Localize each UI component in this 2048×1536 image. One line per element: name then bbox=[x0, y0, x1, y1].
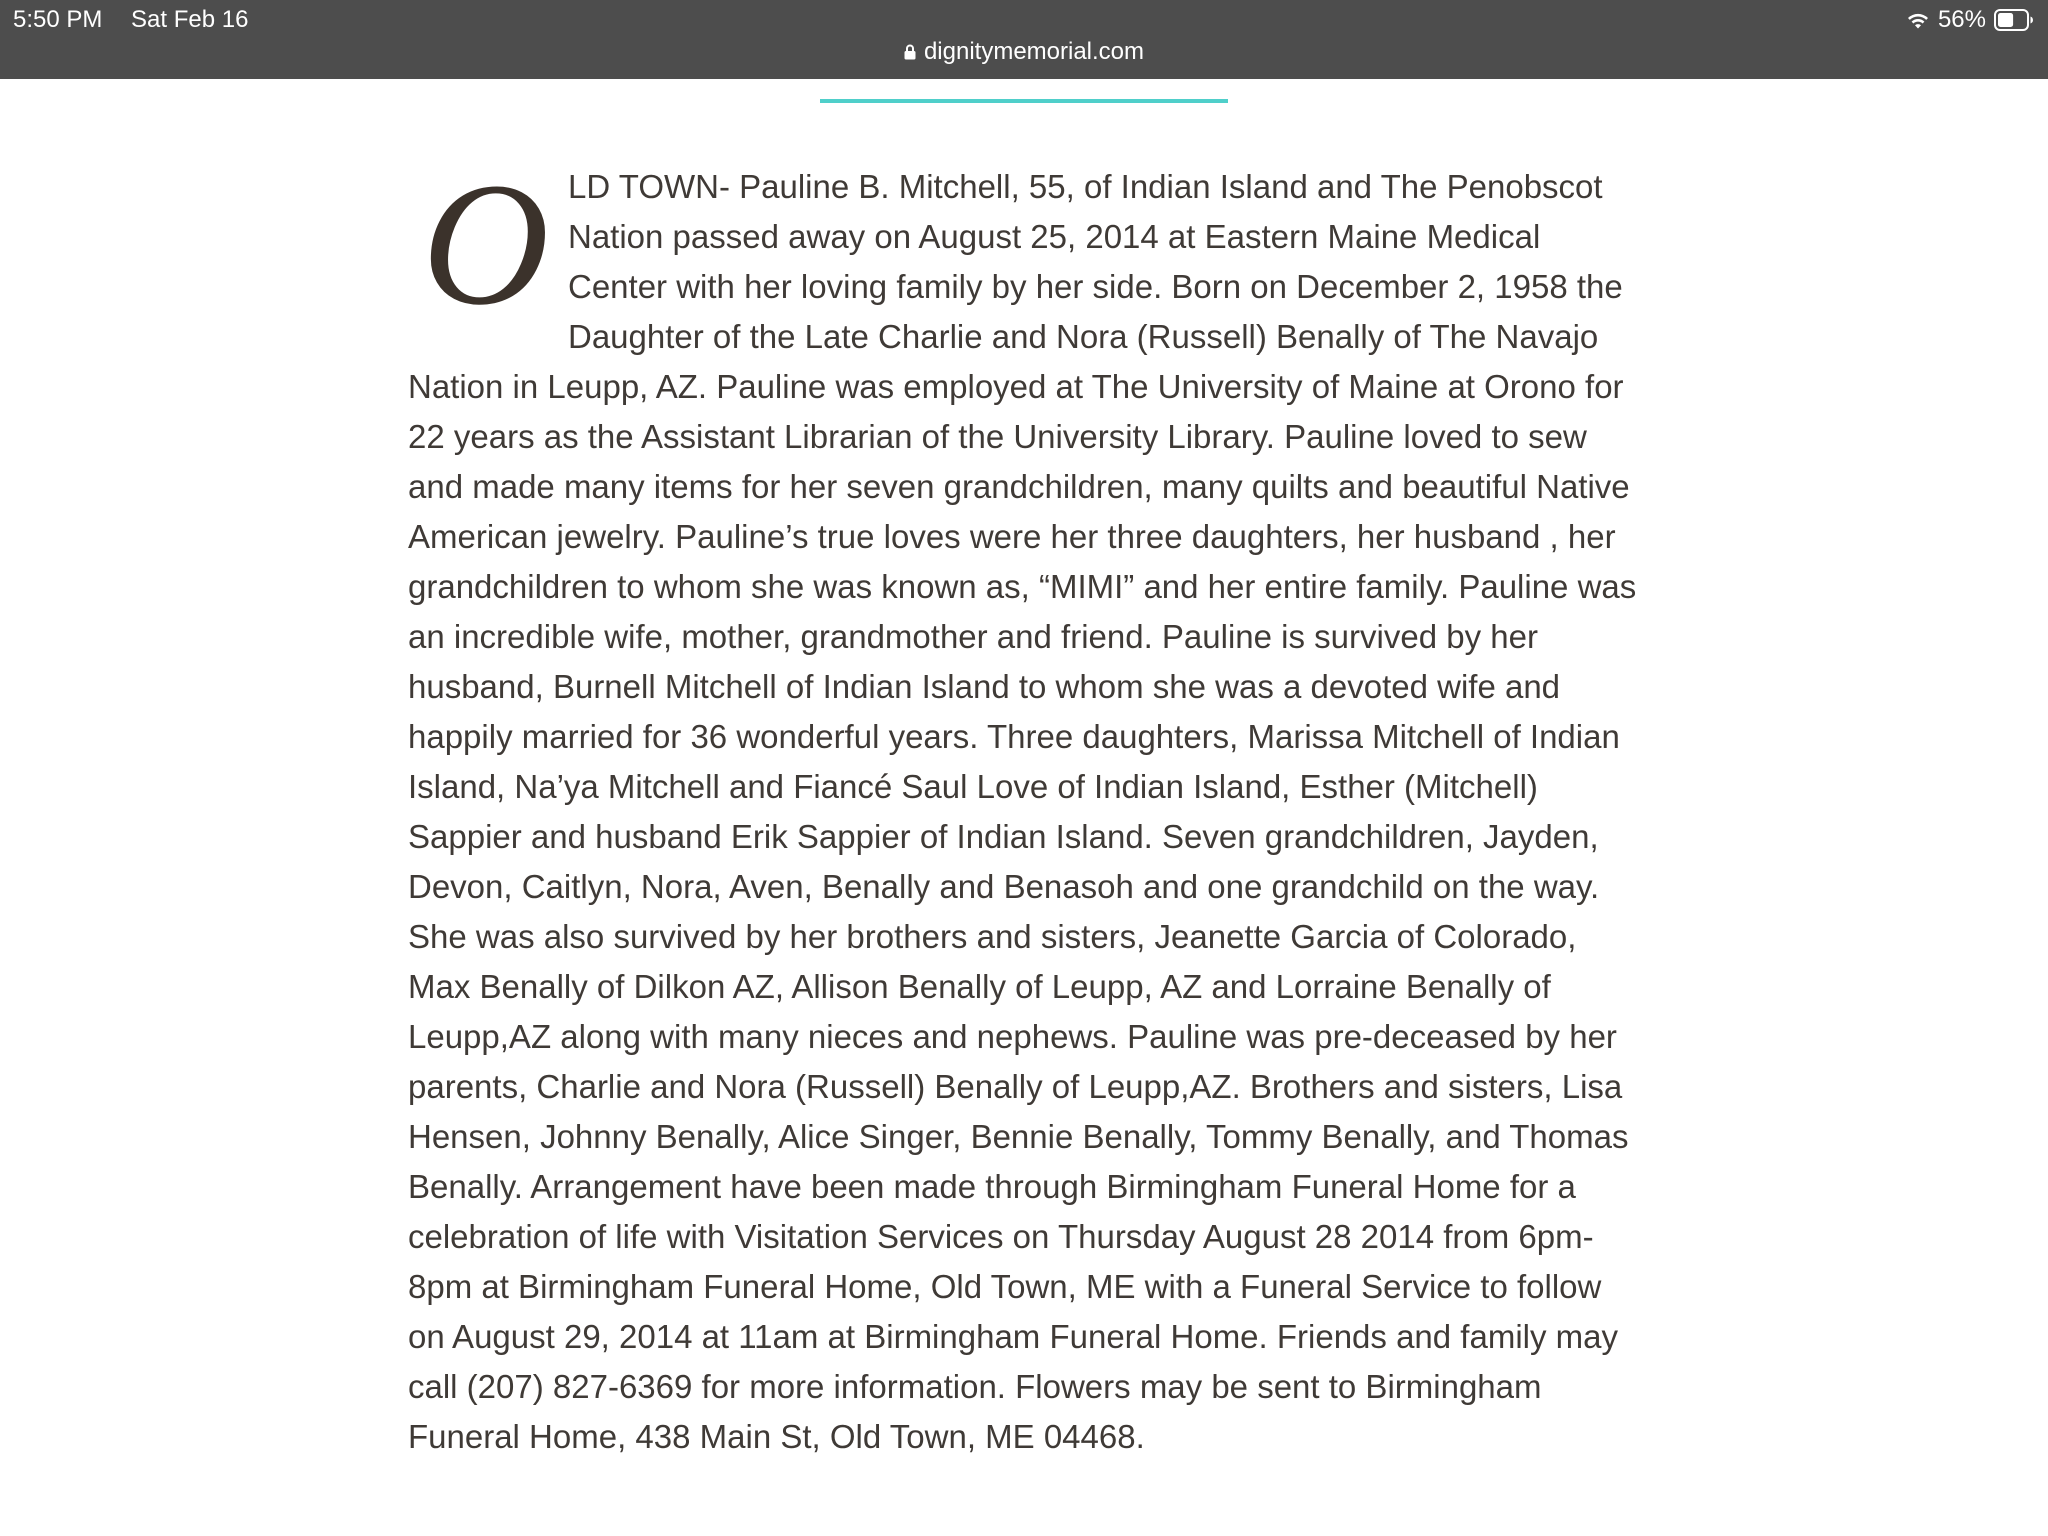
status-bar bbox=[0, 0, 2048, 79]
status-time: 5:50 PM bbox=[13, 6, 103, 33]
accent-divider bbox=[820, 99, 1228, 103]
url-text[interactable]: dignitymemorial.com bbox=[923, 38, 1145, 65]
battery-level-fill bbox=[1998, 13, 2013, 27]
obituary-text bbox=[408, 147, 1640, 1462]
status-date: Sat Feb 16 bbox=[131, 6, 249, 33]
battery-icon bbox=[1994, 9, 2034, 31]
url-bar[interactable] bbox=[0, 38, 2048, 66]
battery-percent: 56% bbox=[1937, 6, 1986, 33]
drop-cap: O bbox=[422, 147, 550, 342]
wifi-icon bbox=[1906, 10, 1930, 30]
obituary-body: LD TOWN- Pauline B. Mitchell, 55, of Indian Island and The Penobscot Nation passed away on August 25, 2014 at Eastern Maine Medical Center with her loving family by her side. Born on December 2, 1958 the Daughter of the Late Charlie and Nora (Russell) Benally of The Navajo Nation in Leupp, AZ. Pauline was employed at The University of Maine at Orono for 22 years as the Assistant Librarian of the University Library. Pauline loved to sew and made many items for her seven grandchildren, many quilts and beautiful Native American jewelry. Pauline’s true loves were her three daughters, her husband , her grandchildren to whom she was known as, “MIMI” and her entire family. Pauline was an incredible wife, mother, grandmother and friend. Pauline is survived by her husband, Burnell Mitchell of Indian Island to whom she was a devoted wife and happily married for 36 wonderful years. Three daughters, Marissa Mitchell of Indian Island, Na’ya Mitchell and Fiancé Saul Love of Indian Island, Esther (Mitchell) Sappier and husband Erik Sappier of Indian Island. Seven grandchildren, Jayden, Devon, Caitlyn, Nora, Aven, Benally and Benasoh and one grandchild on the way. She was also survived by her brothers and sisters, Jeanette Garcia of Colorado, Max Benally of Dilkon AZ, Allison Benally of Leupp, AZ and Lorraine Benally of Leupp,AZ along with many nieces and nephews. Pauline was pre-deceased by her parents, Charlie and Nora (Russell) Benally of Leupp,AZ. Brothers and sisters, Lisa Hensen, Johnny Benally, Alice Singer, Bennie Benally, Tommy Benally, and Thomas Benally. Arrangement have been made through Birmingham Funeral Home for a celebration of life with Visitation Services on Thursday August 28 2014 from 6pm-8pm at Birmingham Funeral Home, Old Town, ME with a Funeral Service to follow on August 29, 2014 at 11am at Birmingham Funeral Home. Friends and family may call (207) 827-6369 for more information. Flowers may be sent to Birmingham Funeral Home, 438 Main St, Old Town, ME 04468. bbox=[408, 168, 1637, 1455]
lock-icon bbox=[904, 44, 916, 60]
status-indicators bbox=[1906, 6, 2034, 34]
